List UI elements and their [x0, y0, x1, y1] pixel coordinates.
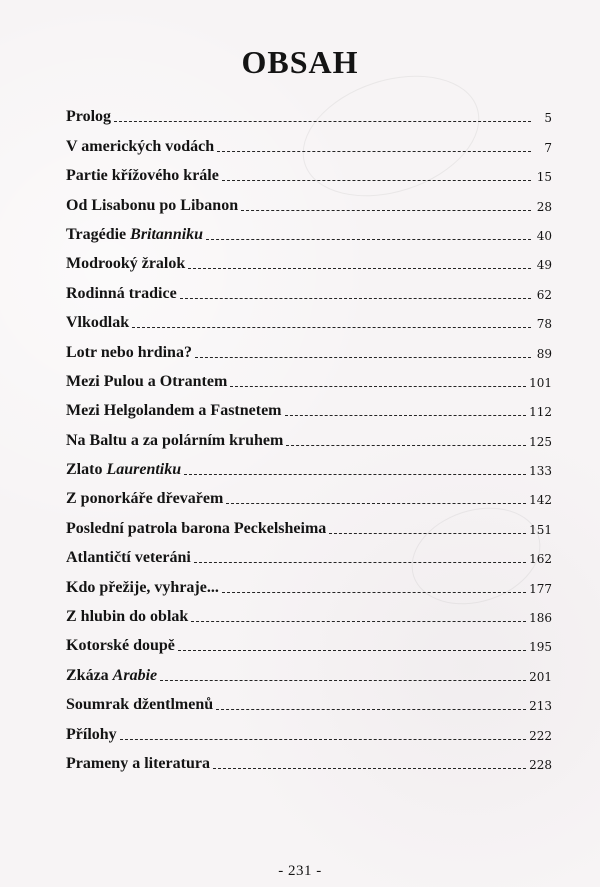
toc-entry: [66, 743, 552, 772]
toc-dashed-leader: [195, 357, 531, 358]
toc-dashed-leader: [230, 386, 526, 387]
table-of-contents: [66, 96, 552, 772]
toc-entry-page-number: 15: [536, 170, 552, 185]
toc-entry-title: Atlantičtí veteráni: [66, 549, 191, 567]
toc-entry-title: Kotorské doupě: [66, 637, 175, 655]
toc-dashed-leader: [226, 503, 526, 504]
toc-entry: [66, 596, 552, 625]
toc-dashed-leader: [213, 768, 526, 769]
toc-dashed-leader: [216, 709, 526, 710]
toc-entry-title: Prameny a literatura: [66, 754, 210, 772]
toc-entry-page-number: 222: [529, 728, 552, 743]
toc-entry-page-number: 125: [529, 434, 552, 449]
toc-entry-page-number: 177: [529, 581, 552, 596]
toc-dashed-leader: [178, 650, 526, 651]
toc-entry: [66, 214, 552, 243]
toc-dashed-leader: [222, 180, 531, 181]
toc-entry-page-number: 112: [529, 405, 552, 420]
toc-dashed-leader: [160, 680, 526, 681]
toc-dashed-leader: [222, 592, 526, 593]
toc-dashed-leader: [329, 533, 526, 534]
toc-entry-title: Z hlubin do oblak: [66, 608, 189, 626]
toc-dashed-leader: [285, 415, 527, 416]
toc-entry-title: Partie křížového krále: [66, 167, 219, 185]
toc-entry-title: Vlkodlak: [66, 314, 130, 332]
toc-entry-title: Zkáza Arabie: [66, 666, 158, 684]
toc-entry: [66, 272, 552, 301]
toc-dashed-leader: [217, 151, 531, 152]
toc-entry-page-number: 62: [536, 287, 552, 302]
toc-entry: [66, 684, 552, 713]
toc-entry-title: Zlato Laurentiku: [66, 461, 182, 479]
toc-entry-title: Přílohy: [66, 725, 117, 743]
toc-entry: [66, 507, 552, 536]
toc-dashed-leader: [286, 445, 526, 446]
toc-dashed-leader: [191, 621, 526, 622]
toc-entry-title: Prolog: [66, 108, 112, 126]
toc-entry: [66, 302, 552, 331]
toc-entry: [66, 419, 552, 448]
page-number-footer: - 231 -: [278, 863, 322, 879]
toc-entry-page-number: 28: [536, 199, 552, 214]
toc-entry: [66, 713, 552, 742]
toc-entry-title: Tragédie Britanniku: [66, 225, 204, 243]
toc-entry-title: Modrooký žralok: [66, 255, 186, 273]
toc-entry-page-number: 186: [529, 611, 552, 626]
toc-entry-page-number: 89: [536, 346, 552, 361]
toc-entry: [66, 625, 552, 654]
toc-entry: [66, 449, 552, 478]
toc-entry-title: Lotr nebo hrdina?: [66, 343, 192, 361]
toc-entry-page-number: 5: [544, 111, 552, 126]
toc-entry-title: Od Lisabonu po Libanon: [66, 196, 239, 214]
toc-entry: [66, 155, 552, 184]
toc-entry-page-number: 142: [529, 493, 552, 508]
toc-entry-title: Mezi Helgolandem a Fastnetem: [66, 402, 282, 420]
toc-entry-title: V amerických vodách: [66, 137, 215, 155]
toc-entry: [66, 96, 552, 125]
toc-entry-title: Kdo přežije, vyhraje...: [66, 578, 219, 596]
toc-entry-page-number: 101: [529, 375, 552, 390]
toc-entry-page-number: 133: [529, 464, 552, 479]
toc-dashed-leader: [120, 739, 526, 740]
toc-dashed-leader: [206, 239, 531, 240]
toc-dashed-leader: [114, 121, 531, 122]
toc-dashed-leader: [188, 268, 531, 269]
toc-entry-title: Soumrak džentlmenů: [66, 696, 214, 714]
toc-entry: [66, 125, 552, 154]
toc-entry: [66, 243, 552, 272]
toc-entry: [66, 361, 552, 390]
toc-entry-page-number: 40: [536, 228, 552, 243]
toc-entry-page-number: 228: [529, 757, 552, 772]
toc-entry: [66, 654, 552, 683]
toc-entry-title: Mezi Pulou a Otrantem: [66, 372, 228, 390]
toc-entry: [66, 566, 552, 595]
toc-entry-title: Na Baltu a za polárním kruhem: [66, 431, 284, 449]
toc-entry-title: Rodinná tradice: [66, 284, 177, 302]
page-title: OBSAH: [241, 44, 359, 80]
toc-entry-page-number: 151: [529, 522, 552, 537]
toc-entry-title: Z ponorkáře dřevařem: [66, 490, 224, 508]
toc-dashed-leader: [241, 210, 531, 211]
toc-entry-page-number: 49: [536, 258, 552, 273]
toc-dashed-leader: [132, 327, 531, 328]
toc-entry-page-number: 7: [544, 140, 552, 155]
toc-entry-title: Poslední patrola barona Peckelsheima: [66, 519, 327, 537]
toc-entry-page-number: 201: [529, 669, 552, 684]
toc-entry-page-number: 195: [529, 640, 552, 655]
toc-entry: [66, 184, 552, 213]
toc-entry: [66, 478, 552, 507]
toc-dashed-leader: [180, 298, 531, 299]
toc-entry: [66, 331, 552, 360]
toc-entry-page-number: 213: [529, 699, 552, 714]
toc-entry-page-number: 78: [536, 317, 552, 332]
toc-entry: [66, 390, 552, 419]
toc-dashed-leader: [184, 474, 526, 475]
toc-dashed-leader: [194, 562, 526, 563]
toc-entry: [66, 537, 552, 566]
toc-entry-page-number: 162: [529, 552, 552, 567]
